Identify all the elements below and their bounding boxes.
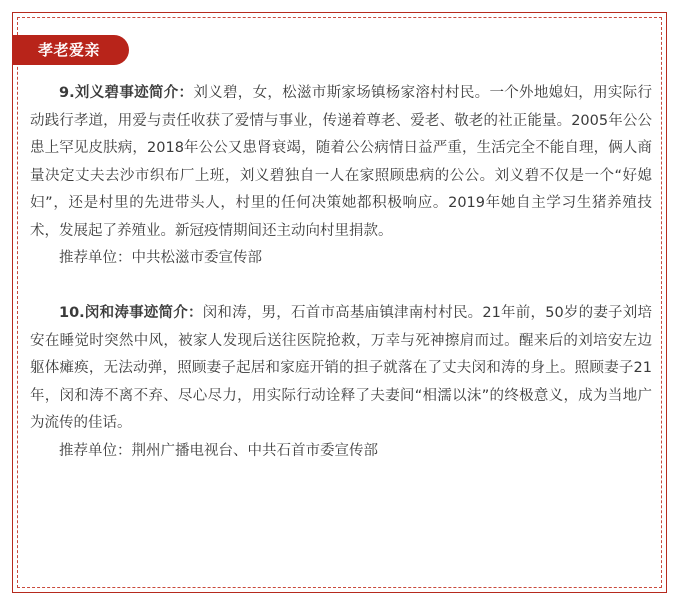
section-tag: 孝老爱亲	[12, 35, 129, 65]
entry-recommender: 推荐单位：荆州广播电视台、中共石首市委宣传部	[59, 442, 378, 459]
paragraph-spacer	[30, 273, 652, 301]
article-content	[30, 80, 652, 465]
entry-title: 9.刘义碧事迹简介：	[59, 85, 194, 101]
entry-paragraph	[30, 300, 652, 438]
entry-body: 刘义碧，女，松滋市斯家场镇杨家溶村村民。一个外地媳妇，用实际行动践行孝道，用爱与责任收获了爱情与事业，传递着尊老、爱老、敬老的社正能量。2005年公公患上罕见皮肤病，2018年公公又患肾衰竭，随着公公病情日益严重，生活完全不能自理，俩人商量决定丈夫去沙市织布厂上班，刘义碧独自一人在家照顾患病的公公。刘义碧不仅是一个“好媳妇”，还是村里的先进带头人，村里的任何决策她都积极响应。2019年她自主学习生猪养殖技术，发展起了养殖业。新冠疫情期间还主动向村里捐款。	[30, 85, 652, 239]
entry-title: 10.闵和涛事迹简介：	[59, 305, 203, 321]
entry-body: 闵和涛，男，石首市高基庙镇津南村村民。21年前，50岁的妻子刘培安在睡觉时突然中风，被家人发现后送往医院抢救，万幸与死神擦肩而过。醒来后的刘培安左边躯体瘫痪，无法动弹，照顾妻子起居和家庭开销的担子就落在了丈夫闵和涛的身上。照顾妻子21年，闵和涛不离不弃、尽心尽力，用实际行动诠释了夫妻间“相濡以沫”的终极意义，成为当地广为流传的佳话。	[30, 305, 653, 431]
entry-recommender: 推荐单位：中共松滋市委宣传部	[59, 250, 262, 266]
entry-paragraph	[30, 80, 652, 245]
